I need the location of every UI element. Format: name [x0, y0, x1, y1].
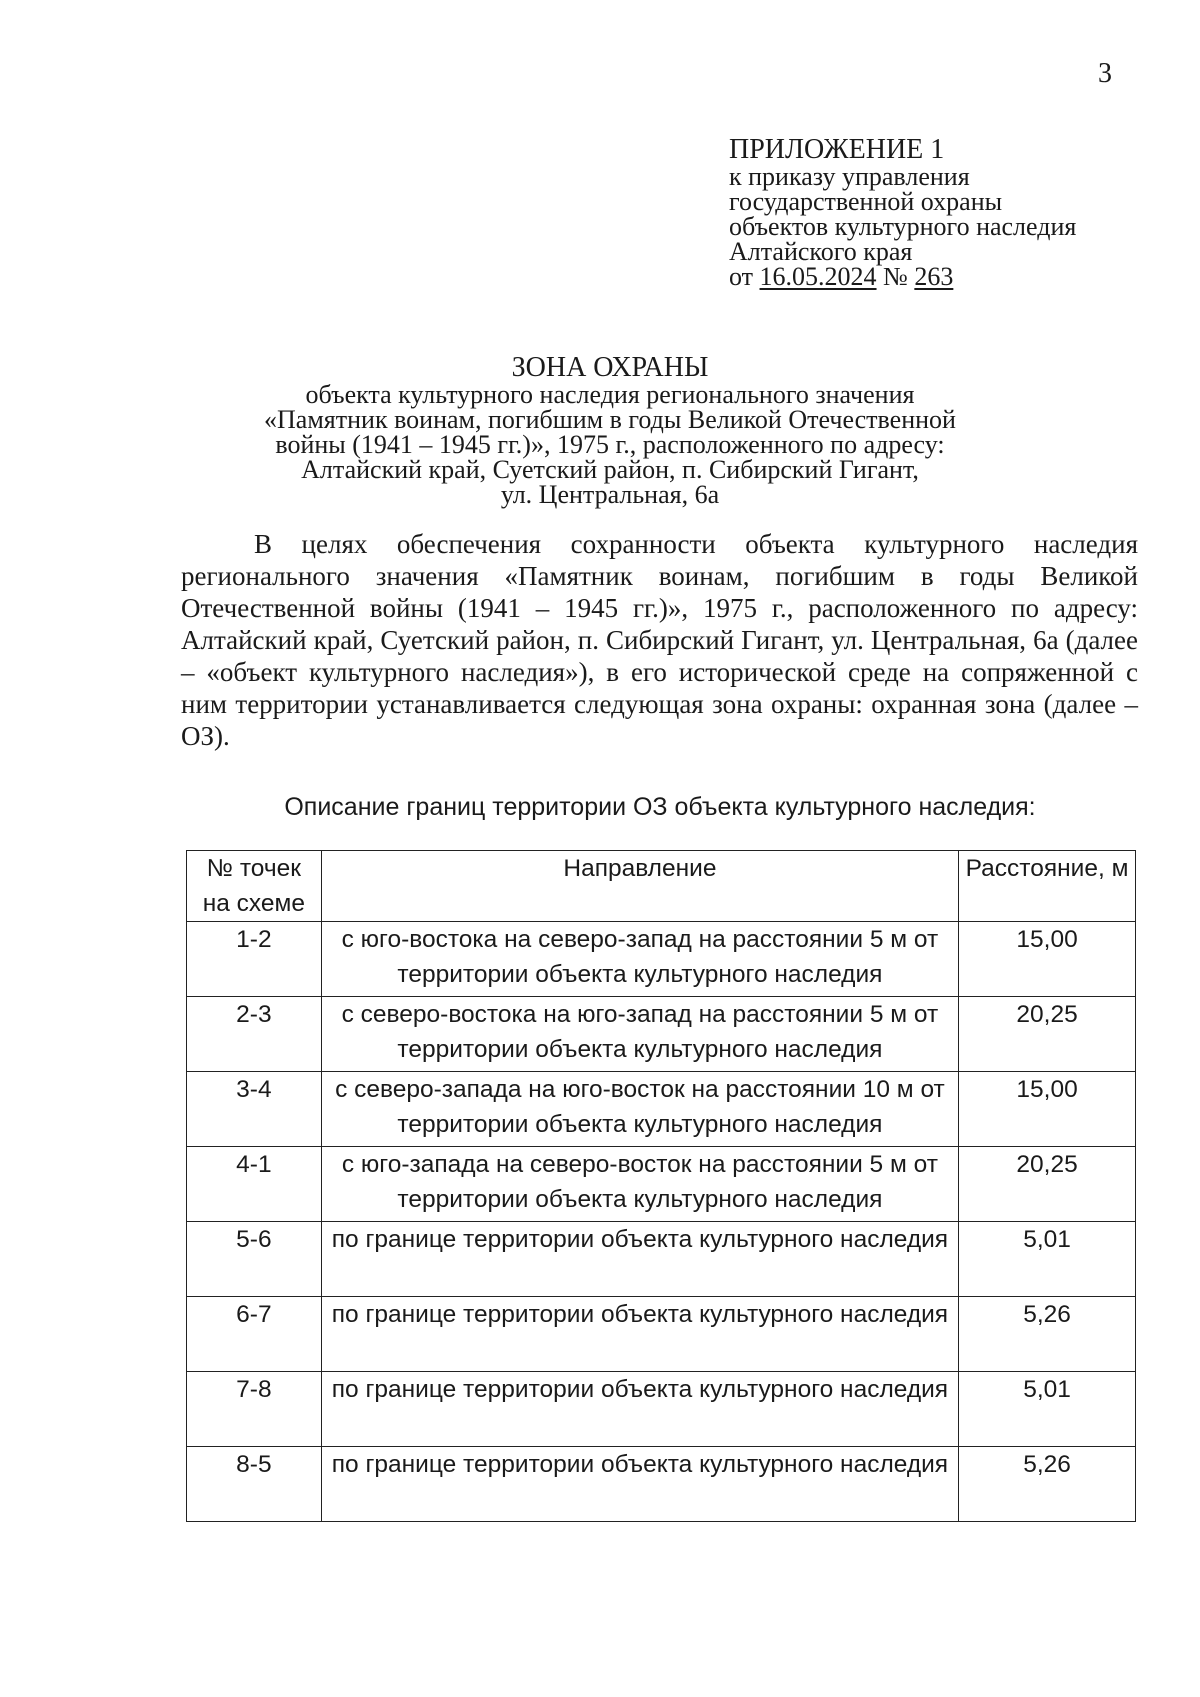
cell-distance: 20,25 [959, 997, 1136, 1072]
boundary-table [186, 850, 1136, 1522]
title-line: ул. Центральная, 6а [500, 480, 720, 509]
appendix-heading: ПРИЛОЖЕНИЕ 1 [729, 134, 945, 165]
cell-distance: 20,25 [959, 1147, 1136, 1222]
cell-direction: с северо-востока на юго-запад на расстоянии 5 м от территории объекта культурного наследия [321, 997, 958, 1072]
cell-direction: по границе территории объекта культурного наследия [321, 1372, 958, 1447]
document-title-block [180, 354, 1040, 507]
table-header-row [187, 851, 1136, 922]
cell-distance: 5,26 [959, 1447, 1136, 1522]
appendix-line: государственной охраны [729, 187, 1003, 216]
cell-direction: с северо-запада на юго-восток на расстоянии 10 м от территории объекта культурного наследия [321, 1072, 958, 1147]
cell-points: 5-6 [187, 1222, 322, 1297]
table-row [187, 1372, 1136, 1447]
title-line: Алтайский край, Суетский район, п. Сибирский Гигант, [301, 455, 919, 484]
cell-points: 8-5 [187, 1447, 322, 1522]
cell-direction: с юго-востока на северо-запад на расстоянии 5 м от территории объекта культурного наследия [321, 922, 958, 997]
document-title: ЗОНА ОХРАНЫ [511, 352, 709, 383]
cell-distance: 15,00 [959, 1072, 1136, 1147]
table-row [187, 1297, 1136, 1372]
table-row [187, 922, 1136, 997]
cell-direction: с юго-запада на северо-восток на расстоянии 5 м от территории объекта культурного наследия [321, 1147, 958, 1222]
page-number: 3 [1098, 58, 1112, 89]
cell-points: 3-4 [187, 1072, 322, 1147]
appendix-line: объектов культурного наследия [729, 212, 1077, 241]
cell-points: 6-7 [187, 1297, 322, 1372]
table-row [187, 997, 1136, 1072]
header-points: № точек на схеме [187, 851, 322, 922]
cell-points: 2-3 [187, 997, 322, 1072]
table-row [187, 1447, 1136, 1522]
table-caption: Описание границ территории ОЗ объекта культурного наследия: [284, 793, 1036, 821]
cell-points: 4-1 [187, 1147, 322, 1222]
cell-direction: по границе территории объекта культурного наследия [321, 1222, 958, 1297]
appendix-line: Алтайского края [729, 237, 913, 266]
table-body [187, 922, 1136, 1522]
cell-distance: 5,26 [959, 1297, 1136, 1372]
title-line: объекта культурного наследия регионального значения [305, 380, 915, 409]
cell-distance: 5,01 [959, 1372, 1136, 1447]
appendix-block [729, 136, 1076, 289]
title-line: войны (1941 – 1945 гг.)», 1975 г., расположенного по адресу: [275, 430, 945, 459]
table-row [187, 1222, 1136, 1297]
title-line: «Памятник воинам, погибшим в годы Великой Отечественной [264, 405, 956, 434]
date-prefix: от [729, 262, 754, 291]
cell-distance: 5,01 [959, 1222, 1136, 1297]
number-prefix: № [883, 262, 908, 291]
cell-distance: 15,00 [959, 922, 1136, 997]
appendix-line: к приказу управления [729, 162, 970, 191]
cell-direction: по границе территории объекта культурного наследия [321, 1447, 958, 1522]
table-row [187, 1147, 1136, 1222]
appendix-date-line [729, 264, 1076, 289]
cell-points: 7-8 [187, 1372, 322, 1447]
header-direction: Направление [321, 851, 958, 922]
order-date: 16.05.2024 [759, 262, 877, 291]
header-distance: Расстояние, м [959, 851, 1136, 922]
body-paragraph: В целях обеспечения сохранности объекта культурного наследия регионального значения «Памятник воинам, погибшим в годы Великой Отечественной войны (1941 – 1945 гг.)», 1975 г., расположенного по адресу: Алтайский край, Суетский район, п. Сибирский Гигант, ул. Центральная, 6а (далее – «объект культурного наследия»), в его исторической среде на сопряженной с ним территории устанавливается следующая зона охраны: охранная зона (далее – ОЗ). [181, 529, 1138, 751]
table-row [187, 1072, 1136, 1147]
order-number: 263 [914, 262, 954, 291]
cell-direction: по границе территории объекта культурного наследия [321, 1297, 958, 1372]
cell-points: 1-2 [187, 922, 322, 997]
